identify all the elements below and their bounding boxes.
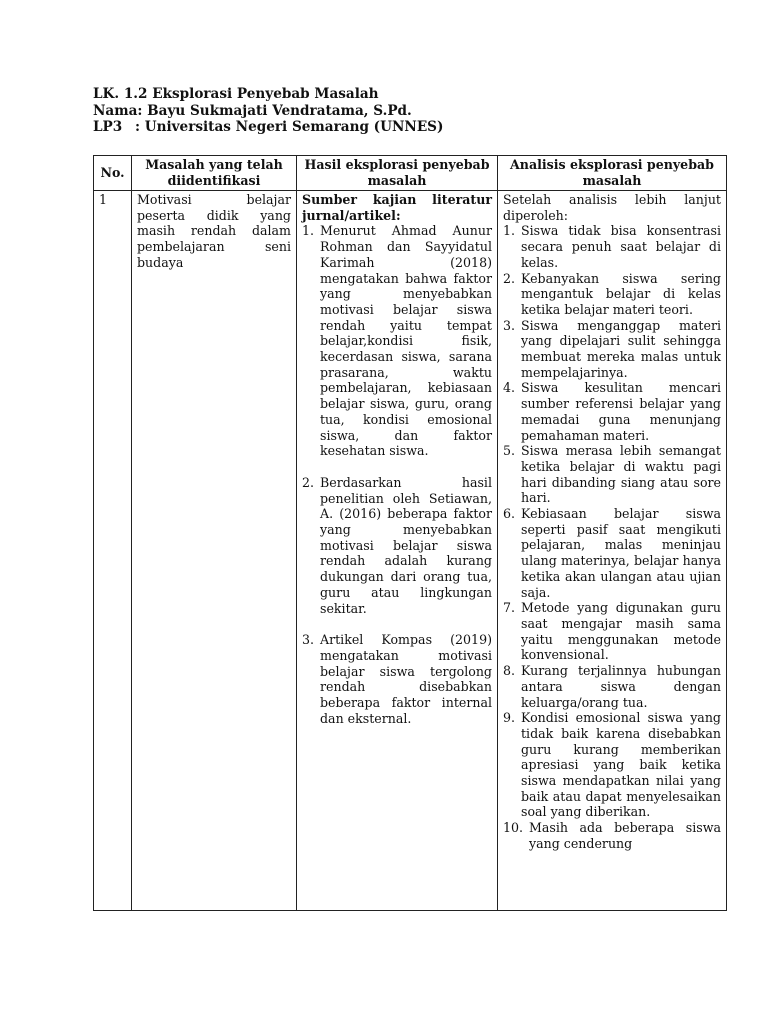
author-name: Nama: Bayu Sukmajati Vendratama, S.Pd. [93, 102, 412, 119]
analisis-list [503, 223, 721, 851]
cell-masalah: Motivasi belajar peserta didik yang masih rendah dalam pembelajaran seni budaya [132, 191, 297, 911]
worksheet-title: LK. 1.2 Eksplorasi Penyebab Masalah [93, 86, 379, 102]
hasil-title: Sumber kajian literatur jurnal/artikel: [302, 192, 492, 223]
header-no: No. [94, 156, 132, 191]
institution-value: : Universitas Negeri Semarang (UNNES) [135, 119, 444, 135]
list-item: 5. Siswa merasa lebih semangat ketika belajar di waktu pagi hari dibanding siang atau sore hari. [503, 443, 721, 506]
header-analisis: Analisis eksplorasi penyebab masalah [498, 156, 727, 191]
list-item: 1. Siswa tidak bisa konsentrasi secara penuh saat belajar di kelas. [503, 223, 721, 270]
cell-analisis [498, 191, 727, 911]
list-item: 2. Kebanyakan siswa sering mengantuk belajar di kelas ketika belajar materi teori. [503, 270, 721, 317]
list-item: 4. Siswa kesulitan mencari sumber referensi belajar yang memadai guna menunjang pemahaman materi. [503, 380, 721, 443]
list-item: 8. Kurang terjalinnya hubungan antara siswa dengan keluarga/orang tua. [503, 663, 721, 710]
cell-no: 1 [94, 191, 132, 911]
institution-key: LP3 [93, 119, 123, 135]
list-gap [302, 616, 492, 632]
header-masalah: Masalah yang telah diidentifikasi [132, 156, 297, 191]
table-header-row [94, 156, 727, 191]
list-item: 3. Siswa menganggap materi yang dipelajari sulit sehingga membuat mereka malas untuk mempelajarinya. [503, 317, 721, 380]
list-item: 2. Berdasarkan hasil penelitian oleh Setiawan, A. (2016) beberapa faktor yang menyebabkan motivasi belajar siswa rendah adalah kurang dukungan dari orang tua, guru atau lingkungan sekitar. [302, 474, 492, 616]
institution-line [93, 119, 443, 136]
table-row [94, 191, 727, 911]
list-item: 10. Masih ada beberapa siswa yang cenderung [503, 820, 721, 851]
list-gap [302, 459, 492, 475]
hasil-list [302, 223, 492, 726]
header-hasil: Hasil eksplorasi penyebab masalah [297, 156, 498, 191]
list-item: 7. Metode yang digunakan guru saat mengajar masih sama yaitu menggunakan metode konvensional. [503, 600, 721, 663]
list-item: 9. Kondisi emosional siswa yang tidak baik karena disebabkan guru kurang memberikan apresiasi yang baik ketika siswa mendapatkan nilai yang baik atau dapat menyelesaikan soal yang diberikan. [503, 710, 721, 820]
list-item: 3. Artikel Kompas (2019) mengatakan motivasi belajar siswa tergolong rendah disebabkan beberapa faktor internal dan eksternal. [302, 632, 492, 726]
document-header [93, 86, 443, 136]
cell-hasil [297, 191, 498, 911]
list-item: 1. Menurut Ahmad Aunur Rohman dan Sayyidatul Karimah (2018) mengatakan bahwa faktor yang menyebabkan motivasi belajar siswa rendah yaitu tempat belajar,kondisi fisik, kecerdasan siswa, sarana prasarana, waktu pembelajaran, kebiasaan belajar siswa, guru, orang tua, kondisi emosional siswa, dan faktor kesehatan siswa. [302, 223, 492, 459]
list-item: 6. Kebiasaan belajar siswa seperti pasif saat mengikuti pelajaran, malas meninjau ulang materinya, belajar hanya ketika akan ulangan atau ujian saja. [503, 506, 721, 600]
analisis-intro: Setelah analisis lebih lanjut diperoleh: [503, 192, 721, 223]
exploration-table [93, 155, 727, 911]
